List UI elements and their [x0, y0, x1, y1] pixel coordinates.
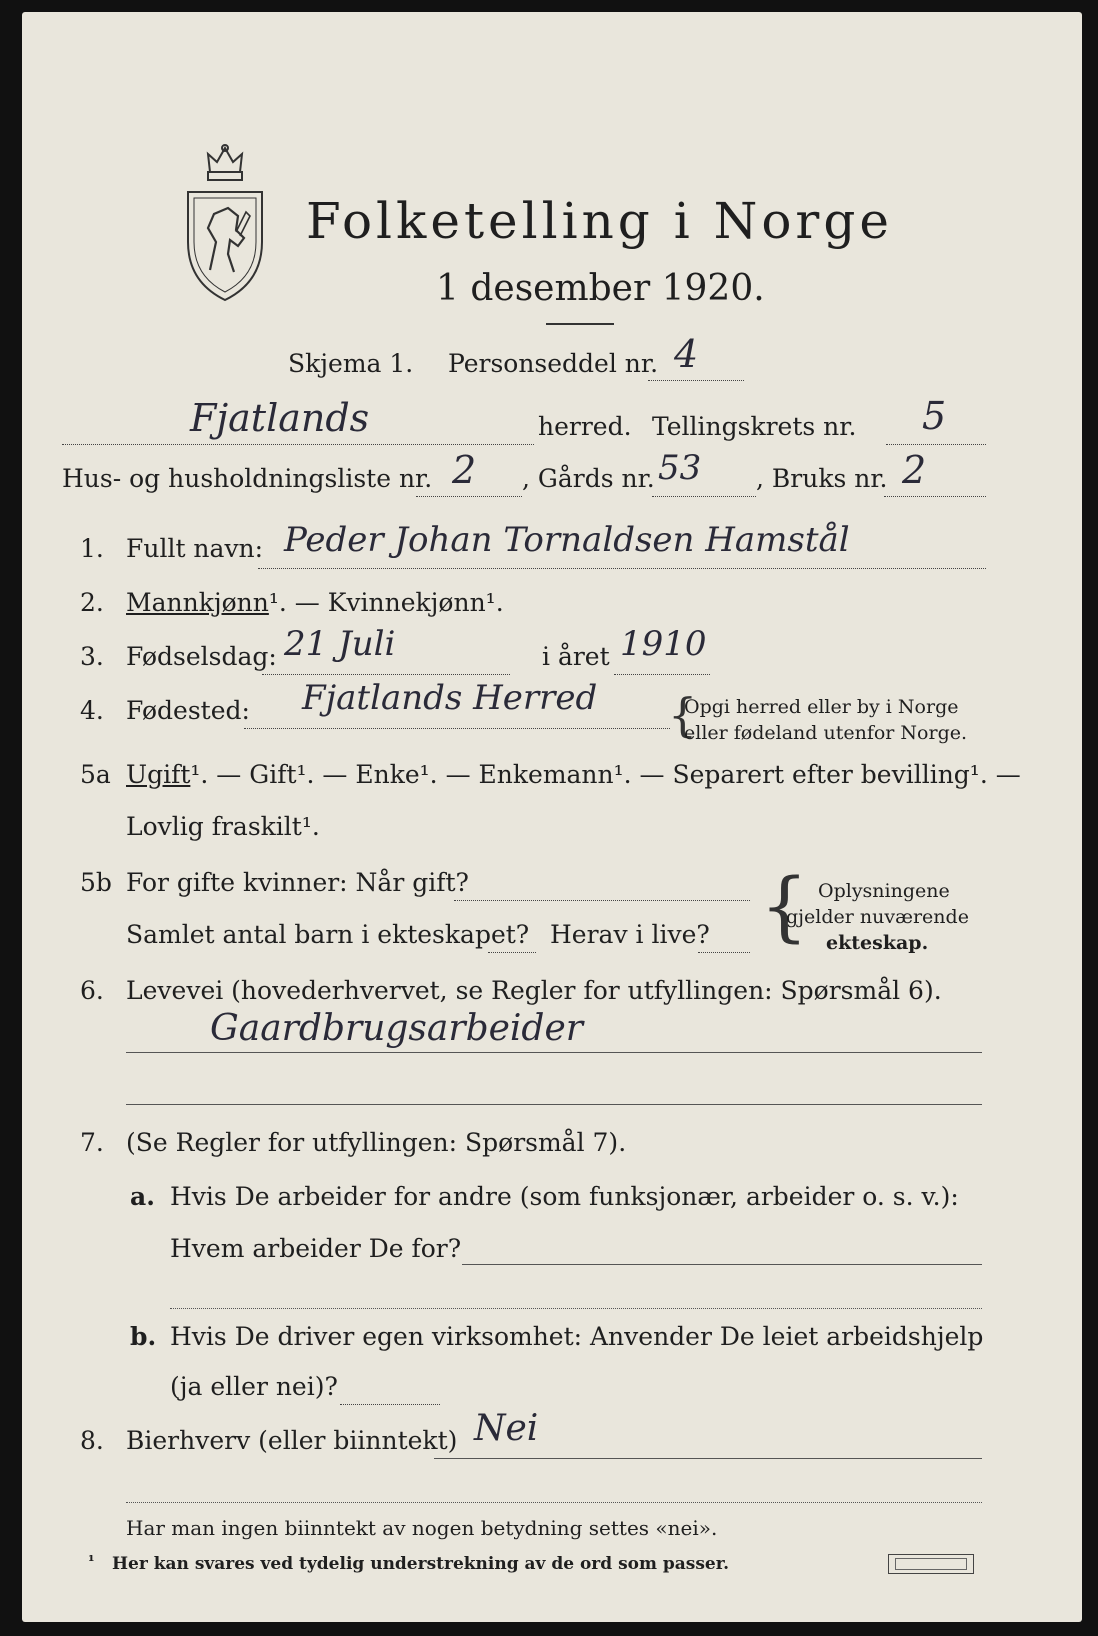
birthplace-note-line1: Opgi herred eller by i Norge [684, 696, 959, 718]
q7b-line1: Hvis De driver egen virksomhet: Anvender De leiet arbeidshjelp [170, 1322, 984, 1351]
birthplace-value[interactable]: Fjatlands Herred [302, 678, 598, 718]
title-divider [546, 323, 614, 325]
gender-female-option[interactable]: Kvinnekjønn¹. [327, 588, 504, 617]
married-when-label: For gifte kvinner: Når gift? [126, 868, 469, 897]
secondary-income-extra-line[interactable] [126, 1502, 982, 1503]
husholdningsliste-label: Hus- og husholdningsliste nr. [62, 464, 433, 493]
q7a-letter: a. [130, 1182, 155, 1211]
q1-number: 1. [80, 534, 104, 563]
q6-number: 6. [80, 976, 104, 1005]
marital-other-options[interactable]: ¹. — Gift¹. — Enke¹. — Enkemann¹. — Separert efter bevilling¹. — [190, 760, 1021, 789]
skjema-label: Skjema 1. [288, 349, 414, 378]
footnote-mark: ¹ [88, 1552, 95, 1570]
birthyear-label: i året [542, 642, 610, 671]
bruks-value[interactable]: 2 [902, 448, 927, 492]
children-alive-label: Herav i live? [550, 920, 710, 949]
census-date: 1 desember 1920. [436, 268, 765, 309]
coat-of-arms-icon [180, 142, 270, 306]
q7a-line2: Hvem arbeider De for? [170, 1234, 462, 1263]
census-form [22, 12, 1082, 1622]
marriage-note-brace: { [760, 861, 809, 950]
tellingskrets-label: Tellingskrets nr. [652, 412, 857, 441]
q5a-number: 5a [80, 760, 111, 789]
herred-value[interactable]: Fjatlands [190, 396, 370, 440]
q7b-line2: (ja eller nei)? [170, 1372, 338, 1401]
footnote: Her kan svares ved tydelig understrekning av de ord som passer. [112, 1554, 730, 1574]
husholdningsliste-value[interactable]: 2 [452, 448, 477, 492]
marital-status-line [126, 760, 1021, 789]
birthyear-value[interactable]: 1910 [620, 624, 707, 664]
q7a-line1: Hvis De arbeider for andre (som funksjonær, arbeider o. s. v.): [170, 1182, 959, 1211]
q7-number: 7. [80, 1128, 104, 1157]
q8-number: 8. [80, 1426, 104, 1455]
employer-field[interactable] [462, 1264, 982, 1265]
q4-number: 4. [80, 696, 104, 725]
bruks-label: , Bruks nr. [756, 464, 888, 493]
birthdate-value[interactable]: 21 Juli [284, 624, 396, 664]
occupation-value[interactable]: Gaardbrugsarbeider [210, 1008, 583, 1049]
herred-label: herred. [538, 412, 632, 441]
secondary-income-label: Bierhverv (eller biinntekt) [126, 1426, 458, 1455]
marriage-note-line1: Oplysningene [818, 880, 950, 902]
children-total-label: Samlet antal barn i ekteskapet? [126, 920, 530, 949]
marital-fraskilt-option[interactable]: Lovlig fraskilt¹. [126, 812, 320, 841]
occupation-extra-line[interactable] [126, 1104, 982, 1105]
q3-number: 3. [80, 642, 104, 671]
birthplace-label: Fødested: [126, 696, 250, 725]
full-name-label: Fullt navn: [126, 534, 264, 563]
birthplace-note-brace: { [668, 688, 698, 742]
birthdate-label: Fødselsdag: [126, 642, 277, 671]
gards-label: , Gårds nr. [522, 464, 655, 493]
secondary-income-value[interactable]: Nei [474, 1408, 539, 1449]
gender-line [126, 588, 504, 617]
marriage-note-line2: gjelder nuværende [786, 906, 969, 928]
employer-extra-line[interactable] [170, 1308, 982, 1309]
gender-separator: ¹. — [268, 588, 328, 617]
nei-instruction: Har man ingen biinntekt av nogen betydning settes «nei». [126, 1516, 718, 1540]
birthplace-note-line2: eller fødeland utenfor Norge. [684, 722, 968, 744]
personseddel-label: Personseddel nr. [448, 349, 659, 378]
q5b-number: 5b [80, 868, 112, 897]
q2-number: 2. [80, 588, 104, 617]
marriage-note-line3: ekteskap. [826, 932, 929, 954]
form-title: Folketelling i Norge [306, 192, 893, 250]
hired-help-field[interactable] [340, 1404, 440, 1405]
gender-male-option[interactable]: Mannkjønn [126, 588, 269, 617]
occupation-label: Levevei (hovederhvervet, se Regler for utfyllingen: Spørsmål 6). [126, 976, 942, 1005]
q7b-letter: b. [130, 1322, 157, 1351]
marital-ugift-option[interactable]: Ugift [126, 760, 191, 789]
tellingskrets-value[interactable]: 5 [922, 394, 947, 438]
personseddel-value[interactable]: 4 [674, 332, 699, 376]
gards-value[interactable]: 53 [658, 448, 702, 488]
full-name-value[interactable]: Peder Johan Tornaldsen Hamstål [284, 520, 850, 560]
q7-label: (Se Regler for utfyllingen: Spørsmål 7). [126, 1128, 627, 1157]
printer-stamp [888, 1554, 974, 1574]
